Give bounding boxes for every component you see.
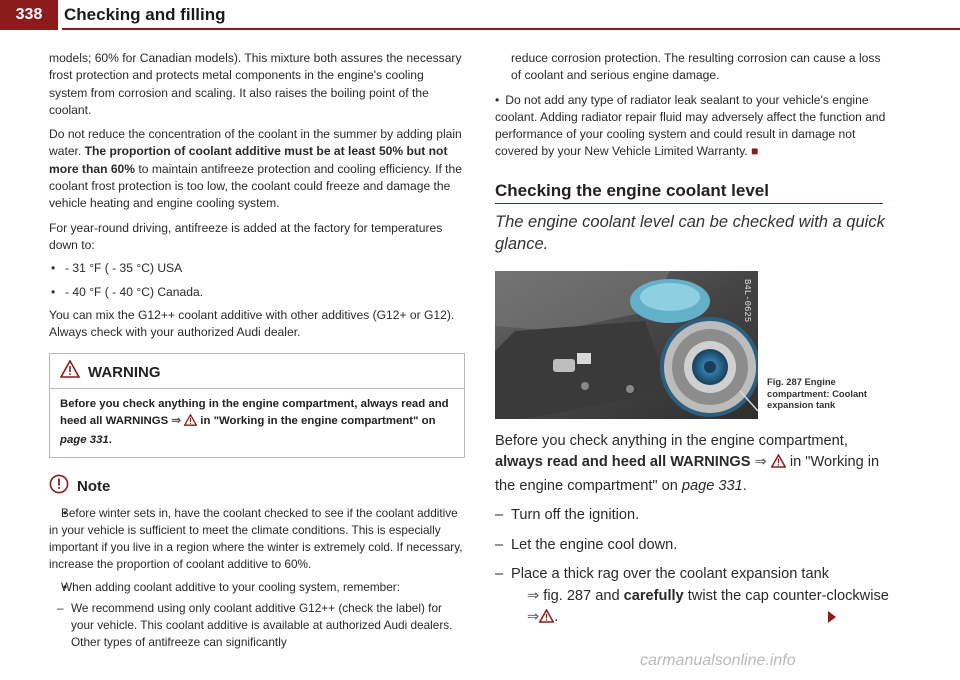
warning-triangle-icon	[60, 360, 80, 383]
procedure-intro: Before you check anything in the engine compartment, always read and heed all WARNINGS ⇒ in "Working in the engine compartment" on page 331.	[495, 432, 880, 494]
warning-text: Before you check anything in the engine compartment, always read and heed all WARNINGS ⇒ in "Working in the engine compartment" on page 331.	[60, 397, 449, 446]
step-ignition: – Turn off the ignition.	[495, 505, 890, 527]
procedure-page-link[interactable]: page 331	[681, 477, 743, 494]
page-number: 338	[0, 0, 58, 30]
note-dash-item: – We recommend using only coolant additive G12++ (check the label) for your vehicle. This coolant additive is available at authorized Audi dealers. Other types of antifreeze can significantly	[49, 600, 463, 651]
paragraph-continuation: models; 60% for Canadian models). This mixture both assures the necessary frost protection and protects metal components in the engine's cooling system from corrosion and scaling. It also raises the boiling point of the coolant.	[49, 51, 462, 117]
end-marker-icon: ■	[751, 144, 759, 159]
figure-link[interactable]: fig. 287 and	[543, 587, 624, 604]
reference-arrow-icon: ⇒	[754, 454, 767, 471]
figure-caption: Fig. 287 Engine compartment: Coolant expansion tank	[767, 376, 868, 411]
continue-arrow-icon	[828, 611, 836, 623]
bullet-sealant: • Do not add any type of radiator leak sealant to your vehicle's engine coolant. Adding radiator repair fluid may adversely affect the function and performance of your cooling system and could result in damage not covered by your New Vehicle Limited Warranty. ■	[495, 92, 886, 159]
paragraph-corrosion: reduce corrosion protection. The resulting corrosion can cause a loss of coolant and serious engine damage.	[511, 51, 881, 83]
warning-title: WARNING	[88, 363, 161, 381]
note-icon	[49, 474, 69, 499]
step-cool-down: – Let the engine cool down.	[495, 535, 890, 557]
engine-compartment-image	[495, 271, 758, 419]
note-title: Note	[77, 477, 111, 495]
section-rule	[495, 203, 883, 204]
right-column	[495, 50, 890, 631]
warning-header	[50, 354, 464, 388]
paragraph-mix: You can mix the G12++ coolant additive with other additives (G12+ or G12). Always check with your authorized Audi dealer.	[49, 307, 455, 340]
section-title: Checking the engine coolant level	[495, 180, 769, 200]
figure	[495, 271, 890, 419]
procedure	[495, 431, 890, 631]
warning-page-link[interactable]: page 331	[60, 433, 109, 446]
figure-code: B4L-0625	[742, 278, 752, 322]
note-bullet-winter: • Before winter sets in, have the coolant checked to see if the coolant additive in your vehicle is sufficient to meet the climate conditions. This is especially important if you live in a region where the winter is extremely cold. If necessary, increase the proportion of coolant additive to 60%.	[49, 505, 463, 573]
paragraph-concentration: Do not reduce the concentration of the coolant in the summer by adding plain water. The proportion of coolant additive must be at least 50% but not more than 60% to maintain antifreeze protection and cooling efficiency. If the coolant frost protection is too low, the coolant could freeze and damage the vehicle heating and engine cooling system.	[49, 127, 462, 211]
concentration-emphasis: The proportion of coolant additive must be at least 50% but not more than 60%	[49, 144, 448, 176]
warning-triangle-icon	[771, 454, 786, 476]
section-intro: The engine coolant level can be checked with a quick glance.	[495, 212, 885, 253]
reference-arrow-icon: ⇒	[171, 414, 181, 427]
note-body	[49, 505, 463, 651]
temp-canada: • - 40 °F ( - 40 °C) Canada.	[49, 284, 463, 301]
paragraph-year-round: For year-round driving, antifreeze is added at the factory for temperatures down to:	[49, 220, 443, 252]
warning-triangle-icon	[539, 609, 554, 631]
page-header-title: Checking and filling	[64, 5, 226, 24]
warning-triangle-icon	[184, 414, 197, 432]
warning-box	[49, 353, 465, 457]
temp-usa: • - 31 °F ( - 35 °C) USA	[49, 260, 463, 277]
note-header	[49, 474, 463, 499]
reference-arrow-icon: ⇒	[527, 587, 540, 604]
watermark: carmanualsonline.info	[640, 652, 796, 669]
note-bullet-adding: • When adding coolant additive to your cooling system, remember:	[49, 579, 463, 596]
left-column	[49, 50, 463, 651]
reference-arrow-icon: ⇒	[527, 609, 540, 626]
step-rag: – Place a thick rag over the coolant expansion tank ⇒ fig. 287 and carefully twist the cap counter-clockwise ⇒ .	[495, 564, 890, 631]
header-rule	[62, 28, 960, 30]
